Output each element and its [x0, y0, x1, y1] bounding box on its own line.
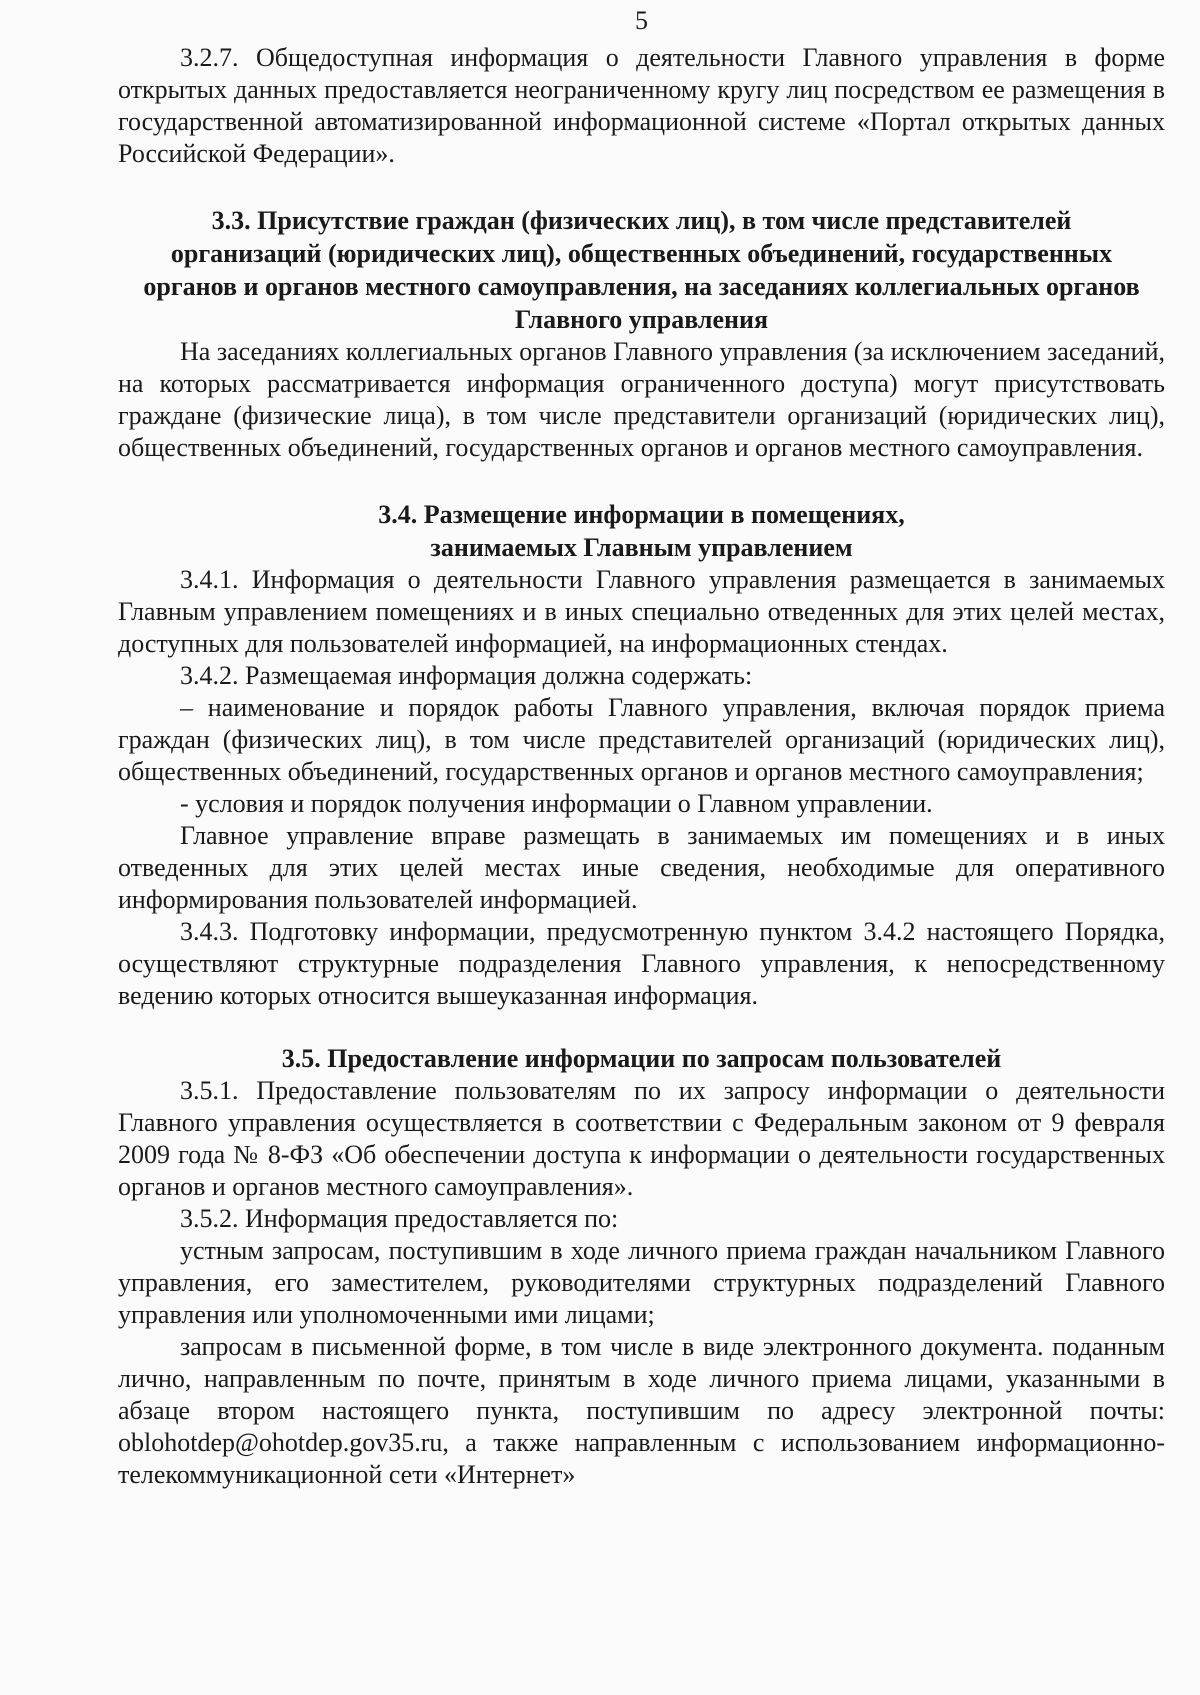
spacer	[118, 1012, 1165, 1042]
paragraph-3-5-1: 3.5.1. Предоставление пользователям по их запросу информации о деятельности Главного управления осуществляется в соответствии с Федеральным законом от 9 февраля 2009 года № 8-ФЗ «Об обеспечении доступа к информации о деятельности государственных органов и органов местного самоуправления».	[118, 1076, 1165, 1201]
spacer	[118, 170, 1165, 204]
list-item-3-4-2-b: - условия и порядок получения информации о Главном управлении.	[180, 789, 933, 818]
paragraph-3-4-3: 3.4.3. Подготовку информации, предусмотренную пунктом 3.4.2 настоящего Порядка, осуществляют структурные подразделения Главного управления, к непосредственному ведению которых относится вышеуказанная информация.	[118, 917, 1165, 1010]
section-heading-3-4-line1: 3.4. Размещение информации в помещениях,	[378, 500, 905, 529]
section-heading-3-4-line2: занимаемых Главным управлением	[430, 533, 853, 562]
paragraph-3-4-2-extra: Главное управление вправе размещать в занимаемых им помещениях и в иных отведенных для этих целей местах иные сведения, необходимые для оперативного информирования пользователей информацией.	[118, 821, 1165, 914]
page-number: 5	[635, 6, 648, 35]
paragraph-3-5-2: 3.5.2. Информация предоставляется по:	[180, 1204, 619, 1233]
paragraph-3-3: На заседаниях коллегиальных органов Главного управления (за исключением заседаний, на которых рассматривается информация ограниченного доступа) могут присутствовать граждане (физические лица), в том числе представители организаций (юридических лиц), общественных объединений, государственных органов и органов местного самоуправления.	[118, 337, 1165, 462]
list-item-3-5-2-a: устным запросам, поступившим в ходе личного приема граждан начальником Главного управления, его заместителем, руководителями структурных подразделений Главного управления или уполномоченными ими лицами;	[118, 1236, 1165, 1329]
list-item-3-4-2-a: – наименование и порядок работы Главного управления, включая порядок приема граждан (физических лиц), в том числе представителей организаций (юридических лиц), общественных объединений, государственных органов и органов местного самоуправления;	[118, 693, 1165, 786]
section-heading-3-5: 3.5. Предоставление информации по запросам пользователей	[281, 1044, 1002, 1073]
paragraph-3-4-1: 3.4.1. Информация о деятельности Главного управления размещается в занимаемых Главным управлением помещениях и в иных специально отведенных для этих целей местах, доступных для пользователей информацией, на информационных стендах.	[118, 565, 1165, 658]
section-heading-3-3: 3.3. Присутствие граждан (физических лиц), в том числе представителей организаций (юридических лиц), общественных объединений, государственных органов и органов местного самоуправления, на заседаниях коллегиальных органов Главного управления	[143, 206, 1140, 334]
paragraph-3-2-7: 3.2.7. Общедоступная информация о деятельности Главного управления в форме открытых данных предоставляется неограниченному кругу лиц посредством ее размещения в государственной автоматизированной информационной системе «Портал открытых данных Российской Федерации».	[118, 43, 1165, 168]
paragraph-3-4-2: 3.4.2. Размещаемая информация должна содержать:	[180, 661, 753, 690]
page-content	[118, 6, 1165, 1491]
list-item-3-5-2-b: запросам в письменной форме, в том числе в виде электронного документа. поданным лично, направленным по почте, принятым в ходе личного приема лицами, указанными в абзаце втором настоящего пункта, поступившим по адресу электронной почты: oblohotdep@ohotdep.gov35.ru, а также направленным с использованием информационно-телекоммуникационной сети «Интернет»	[118, 1332, 1165, 1489]
spacer	[118, 464, 1165, 498]
